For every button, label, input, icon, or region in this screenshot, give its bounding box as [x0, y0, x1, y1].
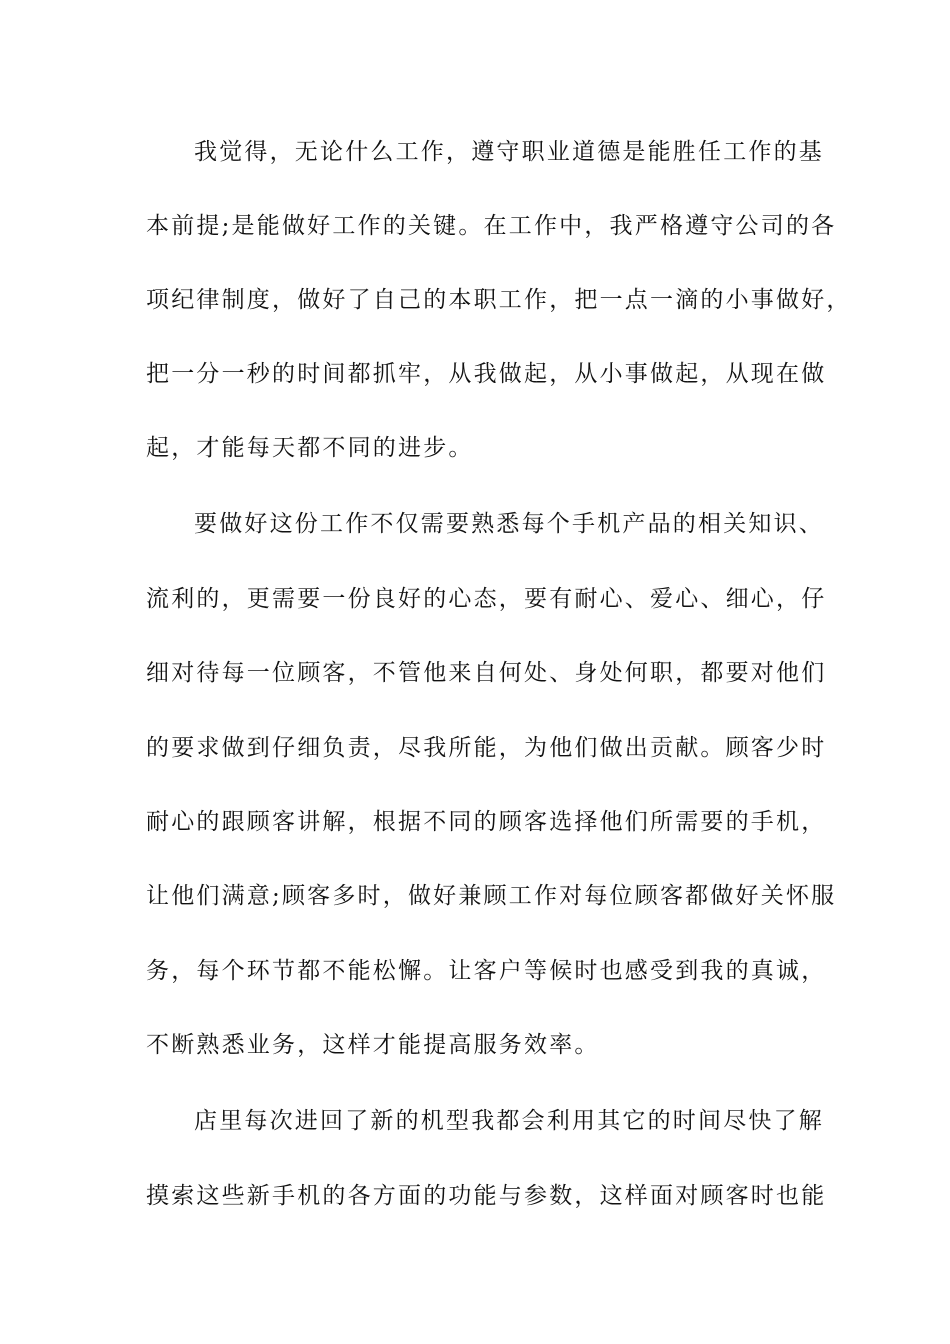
paragraph-2-line-8: 不断熟悉业务，这样才能提高服务效率。 [146, 1032, 600, 1058]
paragraph-3-line-1: 店里每次进回了新的机型我都会利用其它的时间尽快了解 [194, 1108, 824, 1134]
paragraph-2-line-4: 的要求做到仔细负责，尽我所能，为他们做出贡献。顾客少时 [146, 735, 827, 761]
paragraph-3-line-2: 摸索这些新手机的各方面的功能与参数，这样面对顾客时也能 [146, 1183, 827, 1209]
paragraph-1-line-3: 项纪律制度，做好了自己的本职工作，把一点一滴的小事做好， [146, 287, 852, 313]
paragraph-1-line-4: 把一分一秒的时间都抓牢，从我做起，从小事做起，从现在做 [146, 361, 827, 387]
paragraph-2-line-1: 要做好这份工作不仅需要熟悉每个手机产品的相关知识、 [194, 511, 824, 537]
paragraph-1-line-5: 起，才能每天都不同的进步。 [146, 435, 474, 461]
paragraph-2-line-5: 耐心的跟顾客讲解，根据不同的顾客选择他们所需要的手机， [146, 809, 827, 835]
paragraph-2-line-2: 流利的，更需要一份良好的心态，要有耐心、爱心、细心，仔 [146, 586, 827, 612]
paragraph-2-line-3: 细对待每一位顾客，不管他来自何处、身处何职，都要对他们 [146, 660, 827, 686]
paragraph-1-line-1: 我觉得，无论什么工作，遵守职业道德是能胜任工作的基 [194, 139, 824, 165]
paragraph-2-line-7: 务，每个环节都不能松懈。让客户等候时也感受到我的真诚， [146, 958, 827, 984]
paragraph-2-line-6: 让他们满意;顾客多时，做好兼顾工作对每位顾客都做好关怀服 [146, 883, 837, 909]
paragraph-1-line-2: 本前提;是能做好工作的关键。在工作中，我严格遵守公司的各 [146, 213, 837, 239]
